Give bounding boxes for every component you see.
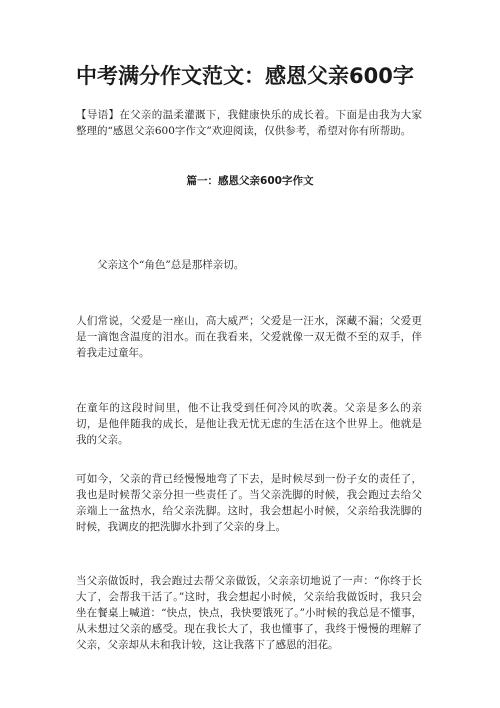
paragraph-2: 人们常说，父爱是一座山，高大威严；父爱是一汪水，深藏不漏；父爱更是一滴饱含温度的泪水。而在我看来，父爱就像一双无微不至的双手，伴着我走过童年。 [76, 315, 422, 359]
section-title: 篇一：感恩父亲600字作文 [186, 175, 314, 187]
paragraph-1: 父亲这个“角色”总是那样亲切。 [97, 259, 245, 271]
document-title: 中考满分作文范文：感恩父亲600字 [76, 64, 414, 88]
paragraph-3: 在童年的这段时间里，他不让我受到任何冷风的吹袭。父亲是多么的亲切，是他伴随我的成长，是他让我无忧无虑的生活在这个世界上。他就是我的父亲。 [76, 402, 422, 446]
paragraph-4: 可如今，父亲的背已经慢慢地弯了下去，是时候尽到一份子女的责任了，我也是时候帮父亲分担一些责任了。当父亲洗脚的时候，我会跑过去给父亲端上一盆热水，给父亲洗脚。这时，我会想起小时候，父亲给我洗脚的时候，我调皮的把洗脚水扑到了父亲的身上。 [76, 473, 422, 533]
paragraph-5: 当父亲做饭时，我会跑过去帮父亲做饭，父亲亲切地说了一声：“你终于长大了，会帮我干活了。”这时，我会想起小时候，父亲给我做饭时，我只会坐在餐桌上喊道：“快点，快点，我快要饿死了。”小时候的我总是不懂事，从未想过父亲的感受。现在我长大了，我也懂事了，我终于慢慢的理解了父亲，父亲却从未和我计较，这让我落下了感恩的泪花。 [76, 575, 422, 651]
intro-paragraph: 【导语】在父亲的温柔灌溉下，我健康快乐的成长着。下面是由我为大家整理的“感恩父亲600字作文”欢迎阅读，仅供参考，希望对你有所帮助。 [76, 109, 422, 137]
